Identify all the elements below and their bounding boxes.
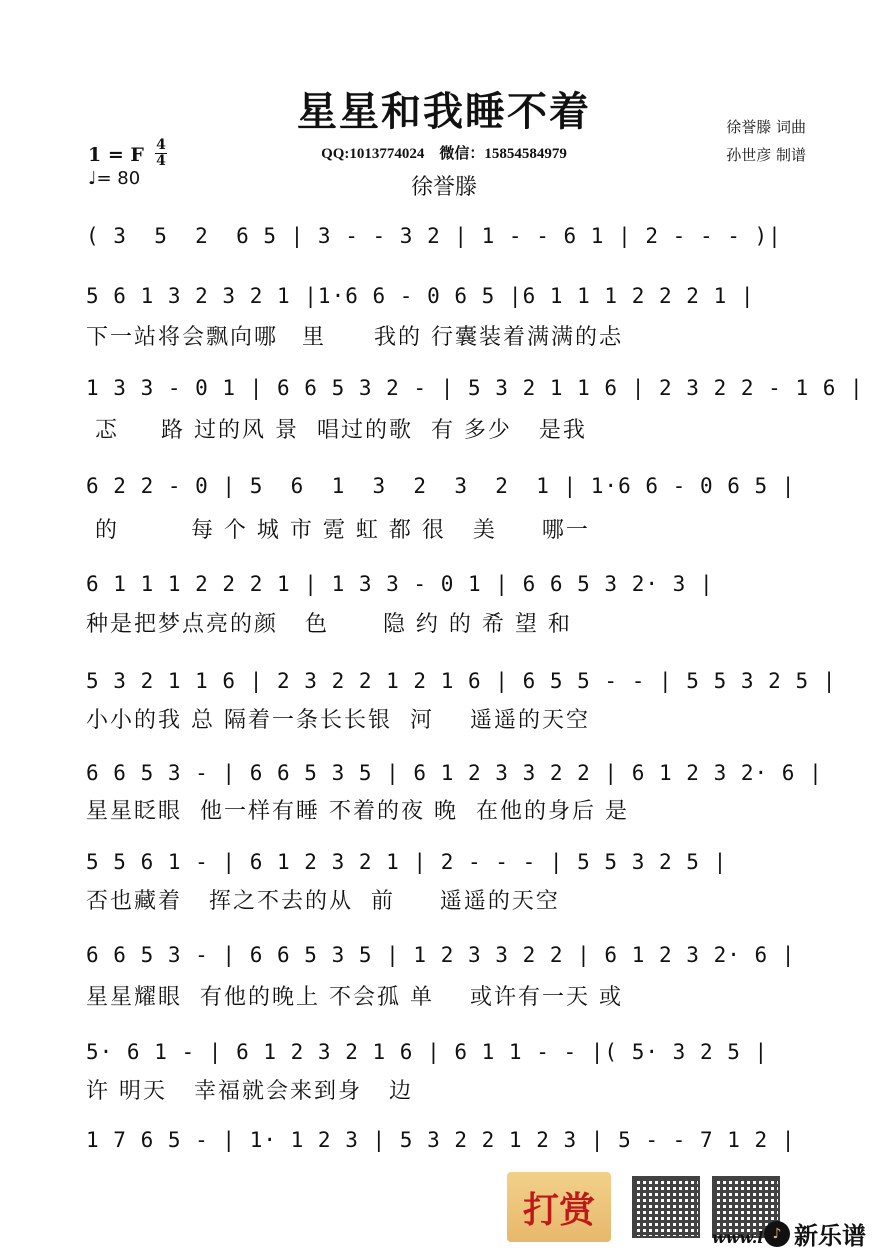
lyric-line: 星星眨眼 他一样有睡 不着的夜 晚 在他的身后 是 <box>86 799 629 824</box>
score-line: 1 7 6 5 - | 1· 1 2 3 | 5 3 2 2 1 2 3 | 5 - - 7 1 2 | <box>86 1128 796 1152</box>
score-line: 6 1 1 1 2 2 2 1 | 1 3 3 - 0 1 | 6 6 5 3 2· 3 | <box>86 572 714 596</box>
contact-info: QQ:1013774024 微信：15854584979 <box>321 146 567 162</box>
lyric-line: 星星耀眼 有他的晚上 不会孤 单 或许有一天 或 <box>86 985 623 1010</box>
music-disc-icon: ♪ <box>764 1221 790 1247</box>
score-line: 5 6 1 3 2 3 2 1 |1·6 6 - 0 6 5 |6 1 1 1 2 2 2 1 | <box>86 284 755 308</box>
score-line: 6 6 5 3 - | 6 6 5 3 5 | 6 1 2 3 3 2 2 | 6 1 2 3 2· 6 | <box>86 761 823 785</box>
site-url: www.l <box>712 1228 764 1247</box>
score-line: 6 2 2 - 0 | 5 6 1 3 2 3 2 1 | 1·6 6 - 0 6 5 | <box>86 474 796 498</box>
lyricist-credit: 徐誉滕 词曲 <box>726 118 806 136</box>
lyric-line: 种是把梦点亮的颜 色 隐 约 的 希 望 和 <box>86 612 572 637</box>
lyric-line: 否也藏着 挥之不去的从 前 遥遥的天空 <box>86 889 560 914</box>
song-title: 星星和我睡不着 <box>297 88 591 135</box>
lyric-line: 忑 路 过的风 景 唱过的歌 有 多少 是我 <box>86 418 587 443</box>
time-bottom: 4 <box>156 153 166 169</box>
time-top: 4 <box>156 137 166 153</box>
lyric-line: 小小的我 总 隔着一条长长银 河 遥遥的天空 <box>86 708 590 733</box>
score-line: 5· 6 1 - | 6 1 2 3 2 1 6 | 6 1 1 - - |( 5· 3 2 5 | <box>86 1040 769 1064</box>
lyric-line: 的 每 个 城 市 霓 虹 都 很 美 哪一 <box>86 518 590 543</box>
brand-logo <box>764 1216 866 1251</box>
lyric-line: 下一站将会飘向哪 里 我的 行囊装着满满的忐 <box>86 325 623 350</box>
lyric-line: 许 明天 幸福就会来到身 边 <box>86 1079 413 1104</box>
tempo-marking: ♩= 80 <box>88 168 141 189</box>
brand-name: 新乐谱 <box>794 1222 866 1250</box>
score-line: 6 6 5 3 - | 6 6 5 3 5 | 1 2 3 3 2 2 | 6 1 2 3 2· 6 | <box>86 943 796 967</box>
key-signature: 1 = F <box>88 144 144 166</box>
time-signature <box>155 138 167 169</box>
reward-button[interactable]: 打赏 <box>507 1172 611 1242</box>
arranger-credit: 孙世彦 制谱 <box>726 146 806 164</box>
score-line: 5 3 2 1 1 6 | 2 3 2 2 1 2 1 6 | 6 5 5 - - | 5 5 3 2 5 | <box>86 669 837 693</box>
score-line: 5 5 6 1 - | 6 1 2 3 2 1 | 2 - - - | 5 5 3 2 5 | <box>86 850 728 874</box>
qr-code-icon <box>632 1176 700 1238</box>
score-line: 1 3 3 - 0 1 | 6 6 5 3 2 - | 5 3 2 1 1 6 | 2 3 2 2 - 1 6 | <box>86 376 864 400</box>
singer-name: 徐誉滕 <box>410 175 477 200</box>
score-line: ( 3 5 2 6 5 | 3 - - 3 2 | 1 - - 6 1 | 2 - - - )| <box>86 224 782 248</box>
